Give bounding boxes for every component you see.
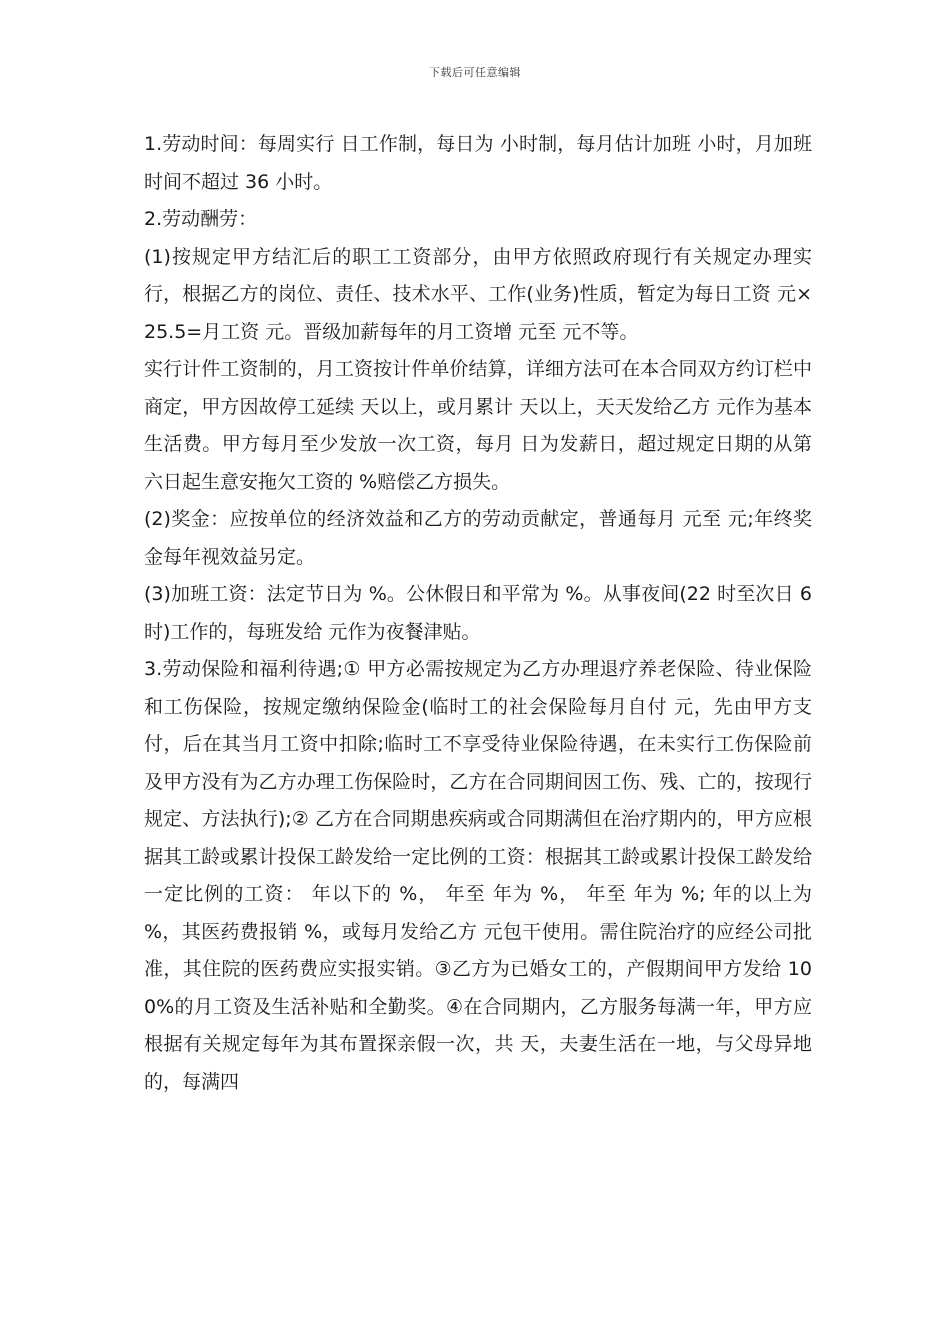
paragraph-insurance-welfare: 3.劳动保险和福利待遇;① 甲方必需按规定为乙方办理退疗养老保险、待业保险和工伤保险，按规定缴纳保险金(临时工的社会保险每月自付 元，先由甲方支付，后在其当月工资中扣除;临时工不享受待业保险待遇，在未实行工伤保险前及甲方没有为乙方办理工伤保险时，乙方在合同期间因工伤、残、亡的，按现行规定、方法执行);② 乙方在合同期患疾病或合同期满但在治疗期内的，甲方应根据其工龄或累计投保工龄发给一定比例的工资：根据其工龄或累计投保工龄发给一定比例的工资： 年以下的 %， 年至 年为 %， 年至 年为 %; 年的以上为 %，其医药费报销 %，或每月发给乙方 元包干使用。需住院治疗的应经公司批准，其住院的医药费应实报实销。③乙方为已婚女工的，产假期间甲方发给 100%的月工资及生活补贴和全勤奖。④在合同期内，乙方服务每满一年，甲方应根据有关规定每年为其布置探亲假一次，共 天，夫妻生活在一地，与父母异地的，每满四 <box>144 658 812 1093</box>
paragraph-piecework-wage: 实行计件工资制的，月工资按计件单价结算，详细方法可在本合同双方约订栏中商定，甲方因故停工延续 天以上，或月累计 天以上，天天发给乙方 元作为基本生活费。甲方每月至少发放一次工资，每月 日为发薪日，超过规定日期的从第六日起生意安拖欠工资的 %赔偿乙方损失。 <box>144 358 812 493</box>
paragraph-overtime-pay: (3)加班工资：法定节日为 %。公休假日和平常为 %。从事夜间(22 时至次日 6 时)工作的，每班发给 元作为夜餐津贴。 <box>144 583 812 643</box>
paragraph-working-hours: 1.劳动时间：每周实行 日工作制，每日为 小时制，每月估计加班 小时，月加班时间不超过 36 小时。 <box>144 133 812 193</box>
paragraph-remuneration-heading: 2.劳动酬劳： <box>144 208 258 230</box>
page-header: 下载后可任意编辑 <box>429 66 521 79</box>
document-body <box>144 126 812 1101</box>
paragraph-bonus: (2)奖金：应按单位的经济效益和乙方的劳动贡献定，普通每月 元至 元;年终奖金每年视效益另定。 <box>144 508 812 568</box>
paragraph-wage-rules: (1)按规定甲方结汇后的职工工资部分，由甲方依照政府现行有关规定办理实行，根据乙方的岗位、责任、技术水平、工作(业务)性质，暂定为每日工资 元×25.5=月工资 元。晋级加薪每年的月工资增 元至 元不等。 <box>144 245 812 343</box>
